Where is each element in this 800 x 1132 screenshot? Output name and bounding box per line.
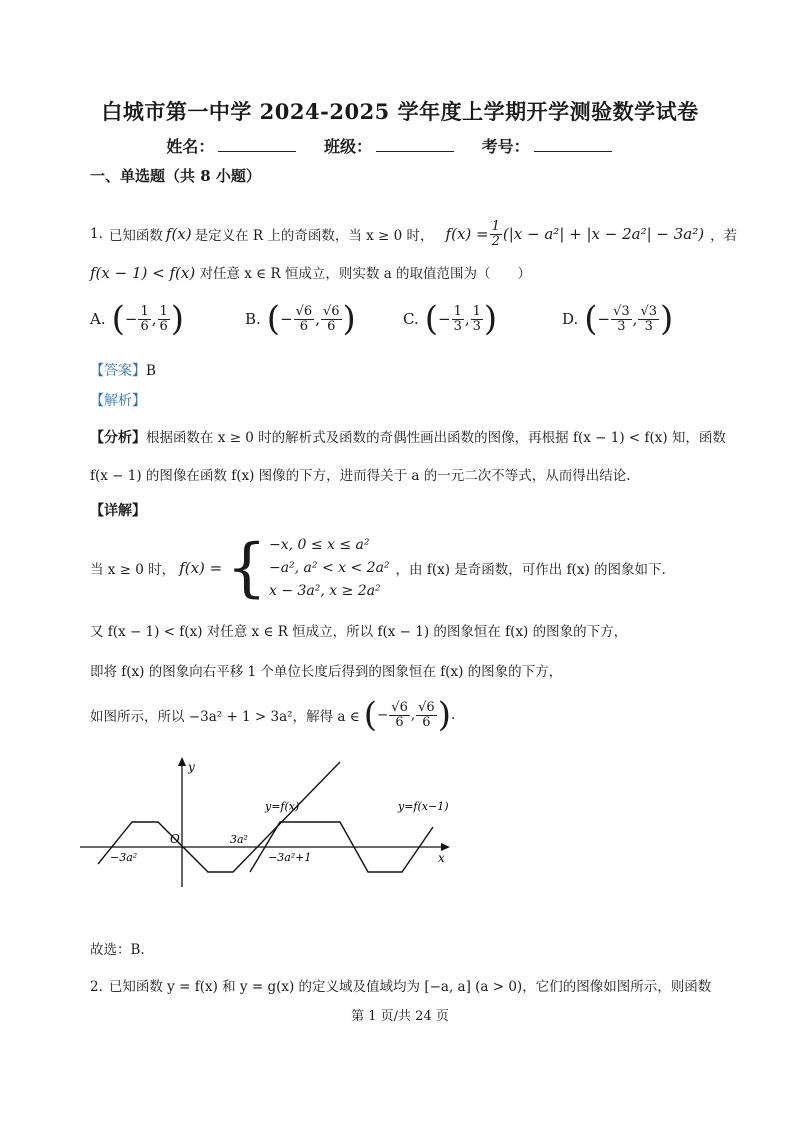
piecewise-block bbox=[90, 530, 666, 606]
half-fraction: $\frac{1}{2}$ bbox=[491, 219, 500, 249]
label-fx: y=f(x) bbox=[265, 800, 300, 813]
piecewise-cases bbox=[269, 534, 390, 603]
line-b: 即将 f(x) 的图象向右平移 1 个单位长度后得到的图象恒在 f(x) 的图象的下方， bbox=[90, 664, 563, 680]
q1-stem-a: 已知函数 bbox=[108, 228, 163, 245]
label-3a2: 3a² bbox=[230, 833, 248, 846]
name-label: 姓名： bbox=[166, 137, 215, 156]
label-neg-3a2: −3a² bbox=[110, 851, 138, 864]
brace-symbol: { bbox=[226, 531, 267, 605]
q1-formula-body: (|x − a²| + |x − 2a²| − 3a²) bbox=[502, 225, 705, 244]
class-label: 班级： bbox=[323, 137, 372, 156]
section-title: 一、单选题（共 8 小题） bbox=[90, 167, 261, 185]
answer-line bbox=[90, 360, 156, 380]
q1-formula-lhs: f(x) = bbox=[445, 225, 489, 244]
piecewise-tail: ，由 f(x) 是奇函数，可作出 f(x) 的图象如下. bbox=[395, 562, 666, 578]
page-footer: 第 1 页/共 24 页 bbox=[351, 1009, 449, 1024]
label-neg-3a2-plus-1: −3a²+1 bbox=[268, 851, 312, 864]
analysis-tag: 【解析】 bbox=[90, 393, 146, 409]
q1-stem-c: ，若 bbox=[710, 228, 738, 245]
option-d[interactable]: D. ( − $\frac{√3}{3}$ , $\frac{√3}{3}$ ) bbox=[562, 299, 674, 339]
q2-text: 已知函数 y = f(x) 和 y = g(x) 的定义域及值域均为 [−a, a] (a > 0)，它们的图像如图所示，则函数 bbox=[108, 979, 712, 995]
q2-number: 2. bbox=[90, 979, 103, 995]
name-blank bbox=[218, 137, 296, 152]
xiangjie-tag: 【详解】 bbox=[90, 503, 146, 519]
q1-number: 1. bbox=[90, 226, 103, 243]
answer-tag: 【答案】 bbox=[90, 363, 146, 379]
q1-stem-line1 bbox=[90, 220, 737, 248]
page-title: 白城市第一中学 2024-2025 学年度上学期开学测验数学试卷 bbox=[101, 99, 699, 124]
answer-value: B bbox=[146, 363, 156, 379]
line-c: 如图所示，所以 −3a² + 1 > 3a²，解得 a ∈ ( − $\frac{√6}{6}$ , $\frac{√6}{6}$ ) . bbox=[90, 695, 456, 735]
q1-stem-line2 bbox=[90, 262, 531, 282]
option-b[interactable]: B. ( − $\frac{√6}{6}$ , $\frac{√6}{6}$ ) bbox=[245, 299, 356, 339]
function-graph bbox=[80, 752, 460, 892]
q1-stem-b: 是定义在 R 上的奇函数，当 x ≥ 0 时， bbox=[194, 228, 434, 245]
origin-label: O bbox=[170, 832, 180, 846]
conclusion: 故选：B. bbox=[90, 942, 145, 958]
y-axis-label: y bbox=[188, 760, 195, 774]
q1-stem-d: 对任意 x ∈ R 恒成立，则实数 a 的取值范围为（ ） bbox=[199, 266, 532, 282]
line-a: 又 f(x − 1) < f(x) 对任意 x ∈ R 恒成立，所以 f(x − 1) 的图象恒在 f(x) 的图象的下方， bbox=[90, 624, 628, 640]
id-blank bbox=[534, 137, 612, 152]
id-label: 考号： bbox=[481, 137, 530, 156]
label-fx-minus-1: y=f(x−1) bbox=[398, 800, 449, 813]
y-axis-arrow bbox=[178, 757, 186, 766]
option-a[interactable]: A. ( − $\frac{1}{6}$ , $\frac{1}{6}$ ) bbox=[90, 299, 185, 339]
piece-2: −a², a² < x < 2a² bbox=[268, 559, 390, 576]
class-blank bbox=[376, 137, 454, 152]
option-c[interactable]: C. ( − $\frac{1}{3}$ , $\frac{1}{3}$ ) bbox=[403, 299, 498, 339]
student-info-line bbox=[0, 134, 800, 157]
piecewise-lhs: f(x) = bbox=[179, 559, 223, 577]
q1-fx: f(x) bbox=[165, 225, 192, 244]
x-axis-arrow bbox=[441, 843, 450, 851]
fenxi-line2: f(x − 1) 的图像在函数 f(x) 图像的下方，进而得关于 a 的一元二次不等式，从而得出结论. bbox=[90, 468, 631, 484]
piece-1: −x, 0 ≤ x ≤ a² bbox=[268, 536, 370, 553]
fenxi-line1: 【分析】根据函数在 x ≥ 0 时的解析式及函数的奇偶性画出函数的图像，再根据 f(x − 1) < f(x) 知，函数 bbox=[90, 430, 726, 446]
piece-3: x − 3a², x ≥ 2a² bbox=[268, 582, 381, 599]
q1-inequality: f(x − 1) < f(x) bbox=[90, 264, 196, 282]
when-text: 当 x ≥ 0 时， bbox=[90, 562, 176, 578]
q2-stem bbox=[90, 975, 711, 995]
x-axis-label: x bbox=[438, 851, 445, 865]
q1-formula bbox=[446, 220, 705, 248]
